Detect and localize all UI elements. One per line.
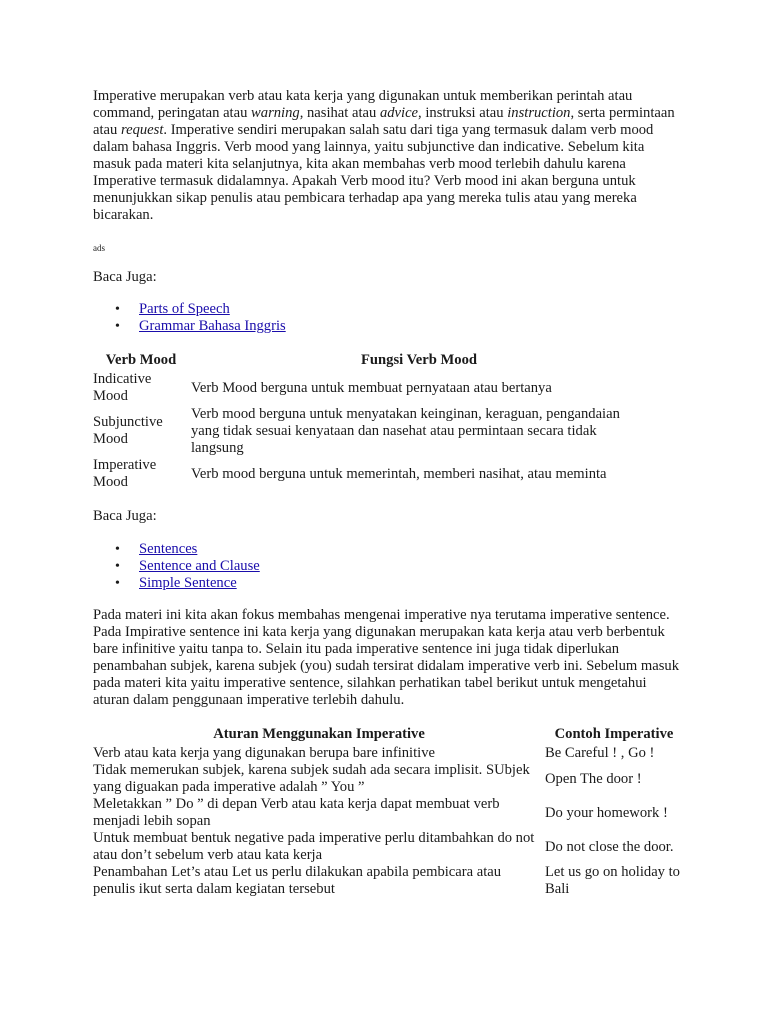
intro-italic-request: request bbox=[120, 122, 164, 138]
list-item bbox=[139, 558, 683, 575]
intro-paragraph bbox=[93, 88, 683, 224]
table-cell: Verb atau kata kerja yang digunakan berupa bare infinitive bbox=[93, 745, 435, 761]
table-cell: Be Careful ! , Go ! bbox=[545, 745, 655, 761]
list-item bbox=[139, 575, 683, 592]
document-page bbox=[93, 88, 683, 898]
imperative-rules-table bbox=[93, 726, 683, 898]
table-header-contoh: Contoh Imperative bbox=[554, 726, 674, 742]
table-header-verb-mood: Verb Mood bbox=[105, 352, 177, 368]
table-cell: Penambahan Let’s atau Let us perlu dilakukan apabila pembicara atau penulis ikut serta dalam kegiatan tersebut bbox=[93, 864, 502, 897]
table-cell: Verb mood berguna untuk menyatakan keinginan, keraguan, pengandaian yang tidak sesuai kenyataan dan nasehat atau permintaan secara tidak langsung bbox=[191, 405, 620, 456]
link-sentences[interactable]: Sentences bbox=[139, 541, 198, 557]
intro-text-5: . Imperative sendiri merupakan salah satu dari tiga yang termasuk dalam verb mood dalam bahasa Inggris. Verb mood yang lainnya, yaitu subjunctive dan indicative. Sebelum kita masuk pada materi kita selanjutnya, kita akan membahas verb mood terlebih dahulu karena Imperative termasuk didalamnya. Apakah Verb mood itu? Verb mood ini akan berguna untuk menunjukkan sikap penulis atau pembicara terhadap apa yang mereka tulis atau yang mereka bicarakan. bbox=[93, 122, 654, 223]
link-parts-of-speech[interactable]: Parts of Speech bbox=[139, 301, 230, 317]
baca-juga-heading-1: Baca Juga: bbox=[93, 269, 157, 285]
table-row bbox=[93, 745, 683, 762]
table-cell: Meletakkan ” Do ” di depan Verb atau kata kerja dapat membuat verb menjadi lebih sopan bbox=[93, 796, 500, 829]
intro-italic-advice: advice bbox=[379, 105, 419, 121]
table-row bbox=[93, 405, 649, 457]
ads-label: ads bbox=[93, 243, 105, 253]
table-cell: Imperative Mood bbox=[93, 457, 157, 490]
intro-text-1: Imperative merupakan verb atau kata kerja yang digunakan untuk memberikan perintah atau command, peringatan atau bbox=[93, 88, 633, 121]
list-item bbox=[139, 301, 683, 318]
list-item bbox=[139, 541, 683, 558]
table-row bbox=[93, 796, 683, 830]
related-links-list-1 bbox=[93, 301, 683, 335]
related-links-list-2 bbox=[93, 541, 683, 592]
link-simple-sentence[interactable]: Simple Sentence bbox=[139, 575, 237, 591]
table-header-row bbox=[93, 352, 649, 371]
table-cell: Subjunctive Mood bbox=[93, 414, 163, 447]
list-item bbox=[139, 318, 683, 335]
link-sentence-and-clause[interactable]: Sentence and Clause bbox=[139, 558, 260, 574]
table-cell: Verb Mood berguna untuk membuat pernyataan atau bertanya bbox=[191, 379, 552, 396]
baca-juga-heading-2: Baca Juga: bbox=[93, 508, 157, 524]
intro-italic-instruction: instruction bbox=[507, 105, 571, 121]
intro-italic-warning: warning bbox=[251, 105, 300, 121]
table-header-row bbox=[93, 726, 683, 745]
table-cell: Let us go on holiday to Bali bbox=[545, 864, 680, 897]
table-cell: Untuk membuat bentuk negative pada imperative perlu ditambahkan do not atau don’t sebelum verb atau kata kerja bbox=[93, 830, 535, 863]
table-cell: Verb mood berguna untuk memerintah, memberi nasihat, atau meminta bbox=[191, 465, 607, 482]
verb-mood-table bbox=[93, 352, 649, 491]
table-row bbox=[93, 830, 683, 864]
table-cell: Tidak memerukan subjek, karena subjek sudah ada secara implisit. SUbjek yang diguakan pada imperative adalah ” You ” bbox=[93, 762, 530, 795]
table-row bbox=[93, 371, 649, 405]
link-grammar-bahasa-inggris[interactable]: Grammar Bahasa Inggris bbox=[139, 318, 286, 334]
table-row bbox=[93, 457, 649, 491]
table-header-aturan: Aturan Menggunakan Imperative bbox=[213, 726, 425, 742]
table-cell: Open The door ! bbox=[545, 770, 642, 787]
table-header-fungsi: Fungsi Verb Mood bbox=[361, 352, 477, 368]
table-cell: Indicative Mood bbox=[93, 371, 152, 404]
table-cell: Do your homework ! bbox=[545, 804, 668, 821]
table-row bbox=[93, 864, 683, 898]
table-cell: Do not close the door. bbox=[545, 838, 674, 855]
intro-text-3: , instruksi atau bbox=[418, 105, 508, 121]
imperative-sentence-paragraph: Pada materi ini kita akan fokus membahas mengenai imperative nya terutama imperative sentence. Pada Impirative sentence ini kata kerja yang digunakan merupakan kata kerja atau verb berbentuk bare infinitive yaitu tanpa to. Selain itu pada imperative sentence ini juga tidak diperlukan penambahan subjek, karena subjek (you) sudah tersirat didalam imperative verb ini. Sebelum masuk pada materi kita yaitu imperative sentence, silahkan perhatikan tabel berikut untuk mengetahui aturan dalam penggunaan imperative terlebih dahulu. bbox=[93, 607, 680, 708]
table-row bbox=[93, 762, 683, 796]
intro-text-2: , nasihat atau bbox=[299, 105, 380, 121]
intro-text-4: , serta permintaan atau bbox=[93, 105, 675, 138]
